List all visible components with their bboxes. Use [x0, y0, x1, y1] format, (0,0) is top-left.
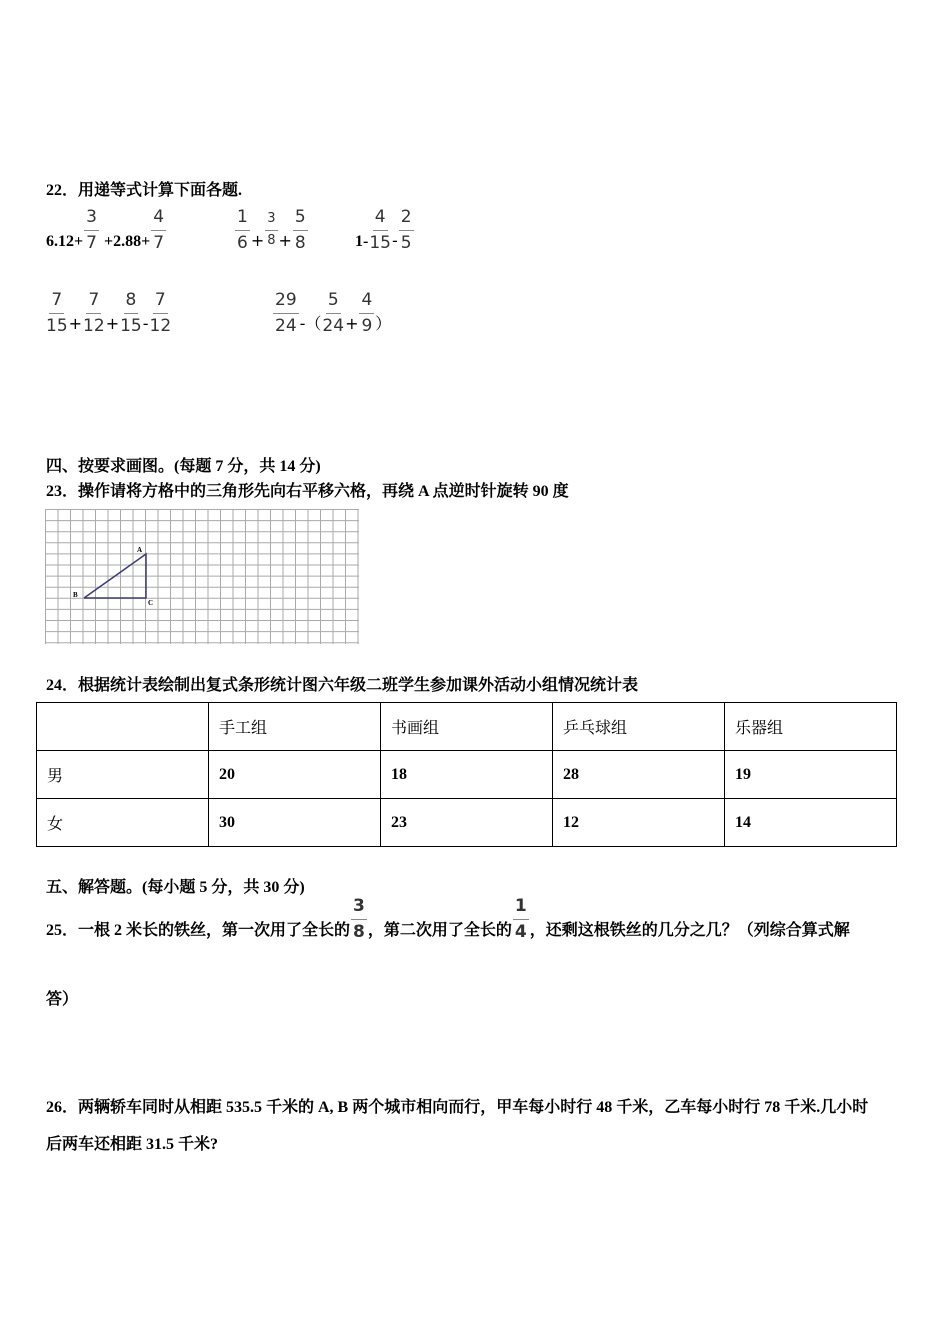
table-cell: 乐器组	[725, 703, 897, 751]
q22-title: 22．用递等式计算下面各题.	[46, 182, 243, 199]
q22-expr-1: 6.12+ $\frac{3}{7}$ +2.88+ $\frac{4}{7}$	[46, 207, 165, 253]
table-cell: 男	[37, 751, 209, 799]
table-cell: 乒乓球组	[553, 703, 725, 751]
stats-table	[36, 702, 897, 847]
table-cell: 19	[725, 751, 897, 799]
table-cell: 23	[381, 799, 553, 847]
q22-expr-2: $\frac{1}{6}$ + $\frac{3}{8}$ + $\frac{5}{8}$	[237, 207, 306, 253]
table-cell: 手工组	[209, 703, 381, 751]
point-a-label: A	[137, 546, 143, 554]
q25-text-cont: 答）	[46, 991, 79, 1008]
table-header-row	[37, 703, 897, 751]
table-cell: 28	[553, 751, 725, 799]
q26-line-2: 后两车还相距 31.5 千米?	[46, 1136, 219, 1153]
q25-text: 25．一根 2 米长的铁丝，第一次用了全长的 $\frac{3}{8}$ ，第二次用了全长的 $\frac{1}{4}$ ，还剩这根铁丝的几分之几？（列综合算式解	[46, 896, 850, 942]
section-5-heading: 五、解答题。(每小题 5 分，共 30 分)	[46, 879, 305, 896]
table-cell: 20	[209, 751, 381, 799]
table-row	[37, 751, 897, 799]
table-cell: 30	[209, 799, 381, 847]
table-cell: 女	[37, 799, 209, 847]
q22-expr-4: $\frac{7}{15}$ + $\frac{7}{12}$ + $\frac{8}{15}$ - $\frac{7}{12}$	[46, 290, 172, 336]
q24-text: 24．根据统计表绘制出复式条形统计图六年级二班学生参加课外活动小组情况统计表	[46, 677, 639, 694]
table-cell: 12	[553, 799, 725, 847]
q22-expr-5: $\frac{29}{24}$ -（ $\frac{5}{24}$ + $\frac{4}{9}$ ）	[275, 290, 392, 336]
table-cell: 书画组	[381, 703, 553, 751]
table-row	[37, 799, 897, 847]
point-c-label: C	[148, 599, 154, 607]
table-cell: 14	[725, 799, 897, 847]
section-4-heading: 四、按要求画图。(每题 7 分，共 14 分)	[46, 458, 321, 475]
q23-text: 23．操作请将方格中的三角形先向右平移六格，再绕 A 点逆时针旋转 90 度	[46, 483, 569, 500]
q26-line-1: 26．两辆轿车同时从相距 535.5 千米的 A, B 两个城市相向而行，甲车每小时行 48 千米，乙车每小时行 78 千米.几小时	[46, 1099, 869, 1116]
table-cell	[37, 703, 209, 751]
point-b-label: B	[73, 591, 78, 599]
table-cell: 18	[381, 751, 553, 799]
q22-expr-3: 1- $\frac{4}{15}$ - $\frac{2}{5}$	[355, 207, 412, 253]
grid-figure	[45, 509, 359, 644]
